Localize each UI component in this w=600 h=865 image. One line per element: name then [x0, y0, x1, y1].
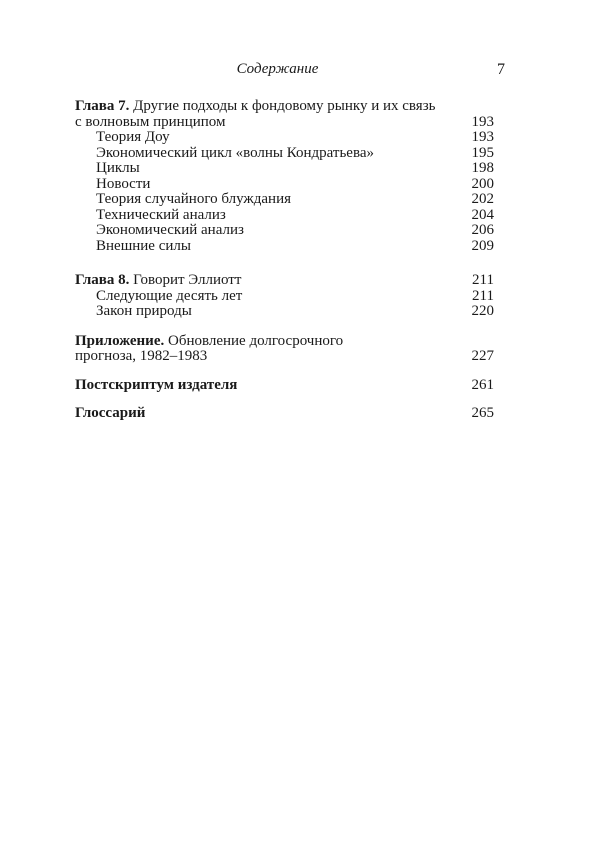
toc-appendix-label: Приложение.: [75, 332, 165, 349]
toc-subsection-page: 195: [471, 144, 494, 161]
toc-appendix-page: 227: [471, 348, 494, 364]
toc-subsection-title: Теория Доу: [96, 129, 170, 145]
toc-subsection-title: Экономический цикл «волны Кондратьева»: [96, 144, 374, 161]
running-head-title: Содержание: [236, 61, 319, 77]
toc-subsection-page: 193: [471, 129, 494, 145]
toc-appendix: [75, 334, 494, 365]
toc-subsection-title: Экономический анализ: [96, 222, 244, 238]
toc-subsection-title: Теория случайного блуждания: [96, 191, 292, 207]
toc-chapter-7: [75, 99, 494, 130]
toc-chapter-8-page: 211: [472, 272, 494, 288]
toc-subsection-page: 209: [471, 237, 494, 254]
toc-subsection: [75, 239, 494, 255]
toc-glossary-page: 265: [471, 405, 494, 421]
toc-subsection: [75, 130, 494, 146]
table-of-contents: [75, 99, 494, 422]
toc-subsection-title: Закон природы: [96, 303, 192, 319]
toc-postscript-page: 261: [471, 376, 494, 393]
toc-subsection: [75, 208, 494, 224]
toc-subsection: [75, 192, 494, 208]
toc-appendix-title: Обновление долгосрочного: [164, 332, 344, 349]
toc-subsection: [75, 177, 494, 193]
toc-subsection-page: 198: [471, 160, 494, 176]
toc-chapter-8-label: Глава 8.: [75, 272, 130, 288]
toc-chapter-7-page: 193: [471, 113, 494, 130]
toc-appendix-line1: [75, 334, 454, 350]
toc-glossary-label: Глоссарий: [75, 405, 146, 421]
toc-subsection: [75, 223, 494, 239]
running-head: [0, 61, 600, 81]
toc-subsection-page: 206: [471, 222, 494, 238]
toc-postscript: [75, 378, 494, 394]
toc-chapter-7-title: Другие подходы к фондовому рынку и их связь: [129, 98, 436, 114]
toc-subsection-page: 220: [471, 303, 494, 319]
toc-subsection-page: 204: [471, 206, 494, 223]
toc-chapter-8: [75, 273, 494, 289]
toc-appendix-line2: прогноза, 1982–1983: [75, 348, 208, 364]
toc-glossary: [75, 406, 494, 422]
toc-subsection-title: Следующие десять лет: [96, 287, 243, 304]
toc-subsection-page: 202: [471, 191, 494, 207]
page-number: 7: [497, 61, 505, 78]
toc-subsection: [75, 289, 494, 305]
toc-chapter-8-title: Говорит Эллиотт: [129, 272, 242, 288]
toc-subsection-title: Циклы: [96, 160, 140, 176]
toc-subsection: [75, 304, 494, 320]
toc-chapter-7-line1: [75, 99, 454, 115]
toc-subsection: [75, 146, 494, 162]
toc-subsection-title: Внешние силы: [96, 237, 191, 254]
toc-subsection-page: 211: [472, 287, 494, 304]
toc-subsection-title: Технический анализ: [96, 206, 226, 223]
toc-subsection: [75, 161, 494, 177]
toc-subsection-title: Новости: [96, 175, 151, 192]
toc-chapter-7-label: Глава 7.: [75, 98, 130, 114]
toc-postscript-label: Постскриптум издателя: [75, 376, 238, 393]
toc-chapter-7-line2: с волновым принципом: [75, 113, 226, 130]
toc-subsection-page: 200: [471, 175, 494, 192]
